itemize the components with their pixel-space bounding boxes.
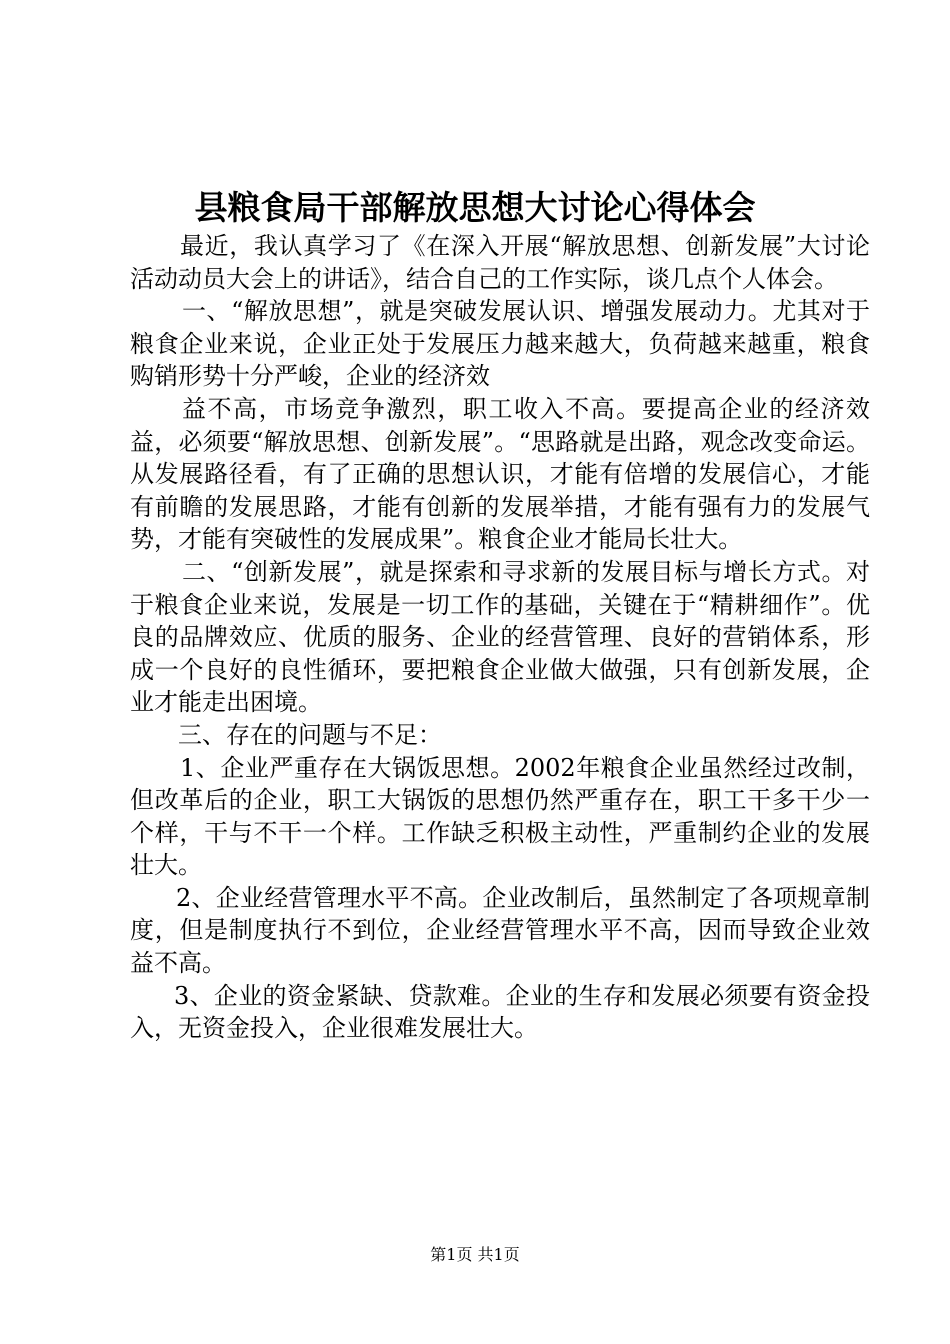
paragraph-section-2: 二、“创新发展”，就是探索和寻求新的发展目标与增长方式。对于粮食企业来说，发展是一切工作的基础，关键在于“精耕细作”。优良的品牌效应、优质的服务、企业的经营管理、良好的营销体系，形成一个良好的良性循环，要把粮食企业做大做强，只有创新发展，企业才能走出困境。 (130, 557, 870, 717)
paragraph-section-3-heading: 三、存在的问题与不足： (178, 720, 442, 749)
document-body (130, 230, 870, 1045)
page-footer: 第1页 共1页 (430, 1245, 520, 1264)
paragraph-section-1: 一、“解放思想”，就是突破发展认识、增强发展动力。尤其对于粮食企业来说，企业正处于发展压力越来越大，负荷越来越重，粮食购销形势十分严峻，企业的经济效 (130, 297, 870, 391)
paragraph-issue-2: 2、企业经营管理水平不高。企业改制后，虽然制定了各项规章制度，但是制度执行不到位，企业经营管理水平不高，因而导致企业效益不高。 (130, 883, 870, 978)
paragraph-intro: 最近，我认真学习了《在深入开展“解放思想、创新发展”大讨论活动动员大会上的讲话》，结合自己的工作实际，谈几点个人体会。 (130, 232, 870, 293)
paragraph-issue-3: 3、企业的资金紧缺、贷款难。企业的生存和发展必须要有资金投入，无资金投入，企业很难发展壮大。 (130, 981, 870, 1043)
paragraph-issue-1: 1、企业严重存在大锅饭思想。2002年粮食企业虽然经过改制，但改革后的企业，职工大锅饭的思想仍然严重存在，职工干多干少一个样，干与不干一个样。工作缺乏积极主动性，严重制约企业的发展壮大。 (130, 753, 870, 880)
paragraph-section-1-continued: 益不高，市场竞争激烈，职工收入不高。要提高企业的经济效益，必须要“解放思想、创新发展”。“思路就是出路，观念改变命运。从发展路径看，有了正确的思想认识，才能有倍增的发展信心，才能有前瞻的发展思路，才能有创新的发展举措，才能有强有力的发展气势，才能有突破性的发展成果”。粮食企业才能局长壮大。 (130, 394, 870, 554)
document-title: 县粮食局干部解放思想大讨论心得体会 (194, 188, 756, 227)
